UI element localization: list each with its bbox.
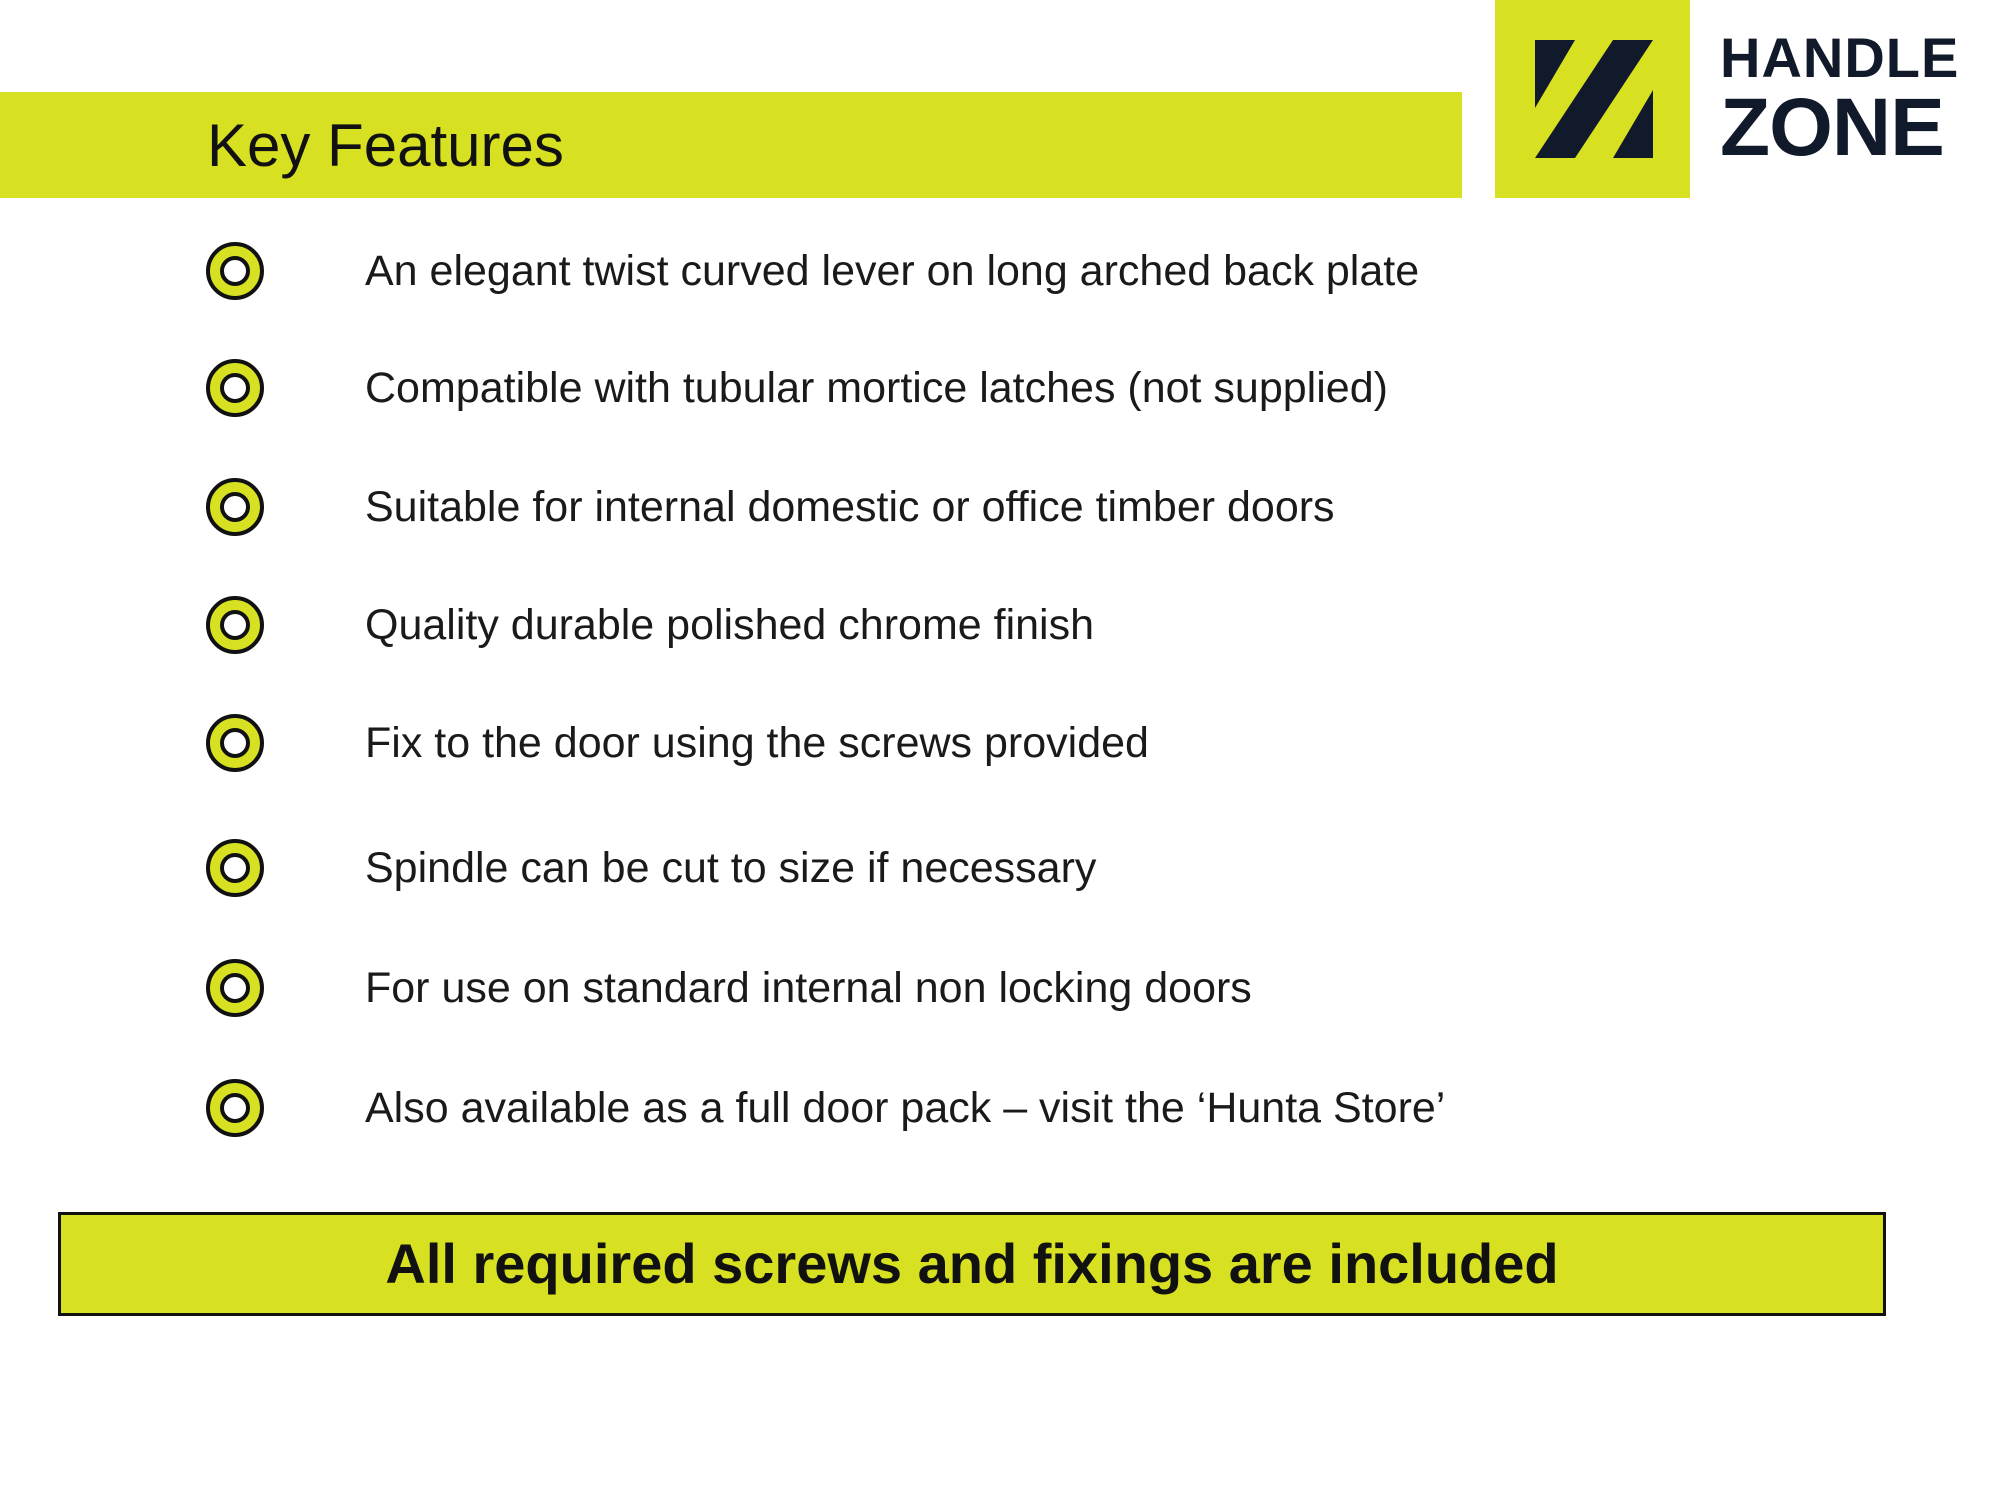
footer-text: All required screws and fixings are included [385, 1232, 1559, 1295]
ring-bullet-icon [205, 477, 265, 537]
feature-text: An elegant twist curved lever on long arched back plate [365, 247, 1420, 295]
feature-text: Also available as a full door pack – visit the ‘Hunta Store’ [365, 1084, 1446, 1132]
ring-bullet-icon [205, 358, 265, 418]
footer-banner [58, 1212, 1886, 1316]
page-title: Key Features [207, 112, 564, 179]
feature-text: Suitable for internal domestic or office timber doors [365, 483, 1335, 531]
feature-item [205, 1073, 1805, 1143]
ring-bullet-icon [205, 1078, 265, 1138]
feature-text: For use on standard internal non locking doors [365, 964, 1252, 1012]
ring-bullet-icon [205, 713, 265, 773]
feature-item [205, 353, 1805, 423]
ring-bullet-icon [205, 958, 265, 1018]
feature-item [205, 708, 1805, 778]
feature-text: Spindle can be cut to size if necessary [365, 844, 1097, 892]
ring-bullet-icon [205, 595, 265, 655]
logo-word-handle: HANDLE [1720, 26, 1960, 89]
feature-item [205, 953, 1805, 1023]
logo-word-zone: ZONE [1720, 82, 1944, 173]
feature-item [205, 833, 1805, 903]
ring-bullet-icon [205, 241, 265, 301]
feature-item [205, 472, 1805, 542]
ring-bullet-icon [205, 838, 265, 898]
feature-text: Quality durable polished chrome finish [365, 601, 1095, 649]
feature-item [205, 236, 1805, 306]
feature-text: Fix to the door using the screws provided [365, 719, 1149, 767]
feature-item [205, 590, 1805, 660]
feature-text: Compatible with tubular mortice latches (not supplied) [365, 364, 1388, 412]
